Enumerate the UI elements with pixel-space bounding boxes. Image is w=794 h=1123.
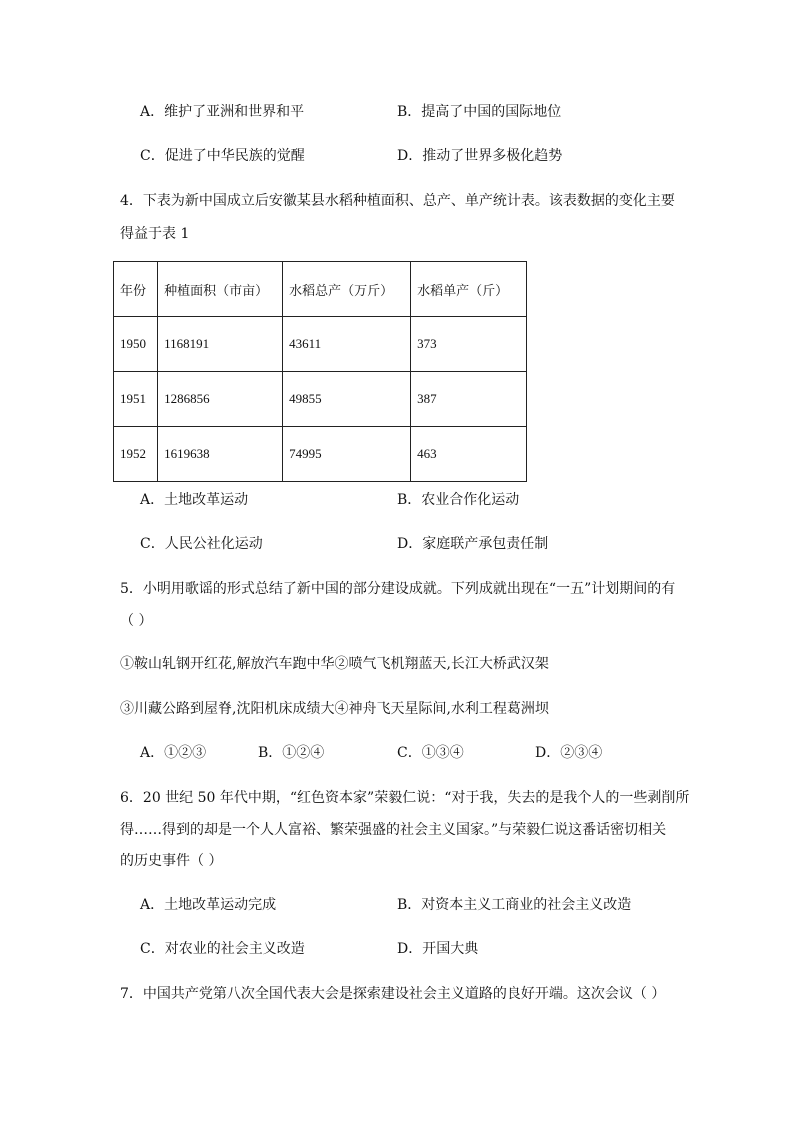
cell-area: 1619638	[158, 427, 283, 482]
cell-area: 1168191	[158, 317, 283, 372]
q5-option-b: B．①②④	[258, 745, 325, 761]
table-header-row	[114, 262, 527, 317]
q6-stem-line1: 6．20 世纪 50 年代中期，“红色资本家”荣毅仁说：“对于我，失去的是我个人的一些剥削所	[120, 790, 690, 806]
table-row	[114, 317, 527, 372]
cell-area: 1286856	[158, 372, 283, 427]
q4-stem-line1: 4．下表为新中国成立后安徽某县水稻种植面积、总产、单产统计表。该表数据的变化主要	[120, 193, 675, 209]
cell-year: 1952	[114, 427, 158, 482]
q3-option-c: C．促进了中华民族的觉醒	[140, 148, 305, 164]
q4-stem-line2: 得益于表 1	[120, 226, 190, 242]
q3-option-a: A．维护了亚洲和世界和平	[140, 104, 305, 120]
cell-year: 1951	[114, 372, 158, 427]
table-row	[114, 372, 527, 427]
q7-stem-line1: 7．中国共产党第八次全国代表大会是探索建设社会主义道路的良好开端。这次会议（ ）	[120, 986, 666, 1002]
cell-unit-yield: 373	[411, 317, 527, 372]
q4-option-d: D．家庭联产承包责任制	[397, 536, 549, 552]
header-total-output: 水稻总产（万斤）	[283, 262, 411, 317]
q3-option-d: D．推动了世界多极化趋势	[397, 148, 563, 164]
q4-option-c: C．人民公社化运动	[140, 536, 263, 552]
q5-stem-line1: 5．小明用歌谣的形式总结了新中国的部分建设成就。下列成就出现在“一五”计划期间的有	[120, 581, 676, 597]
q3-option-b: B．提高了中国的国际地位	[397, 104, 562, 120]
rice-statistics-table	[113, 261, 527, 482]
q6-stem-line2: 得……得到的却是一个人人富裕、繁荣强盛的社会主义国家。”与荣毅仁说这番话密切相关	[120, 822, 667, 838]
q5-stem-line2: （ ）	[120, 613, 153, 629]
q6-option-a: A．土地改革运动完成	[140, 897, 277, 913]
header-unit-yield: 水稻单产（斤）	[411, 262, 527, 317]
q4-option-b: B．农业合作化运动	[397, 492, 520, 508]
cell-unit-yield: 387	[411, 372, 527, 427]
cell-unit-yield: 463	[411, 427, 527, 482]
q5-item-1-2: ①鞍山轧钢开红花,解放汽车跑中华②喷气飞机翔蓝天,长江大桥武汉架	[120, 656, 549, 672]
cell-total-output: 49855	[283, 372, 411, 427]
q6-option-d: D．开国大典	[397, 941, 479, 957]
q5-option-c: C．①③④	[397, 745, 464, 761]
q5-option-a: A．①②③	[140, 745, 207, 761]
q5-item-3-4: ③川藏公路到屋脊,沈阳机床成绩大④神舟飞天星际间,水利工程葛洲坝	[120, 701, 549, 717]
header-year: 年份	[114, 262, 158, 317]
header-area: 种植面积（市亩）	[158, 262, 283, 317]
q4-option-a: A．土地改革运动	[140, 492, 249, 508]
q6-option-b: B．对资本主义工商业的社会主义改造	[397, 897, 632, 913]
cell-total-output: 74995	[283, 427, 411, 482]
q5-option-d: D．②③④	[535, 745, 603, 761]
table-row	[114, 427, 527, 482]
cell-total-output: 43611	[283, 317, 411, 372]
q6-option-c: C．对农业的社会主义改造	[140, 941, 305, 957]
cell-year: 1950	[114, 317, 158, 372]
q6-stem-line3: 的历史事件（ ）	[120, 853, 223, 869]
